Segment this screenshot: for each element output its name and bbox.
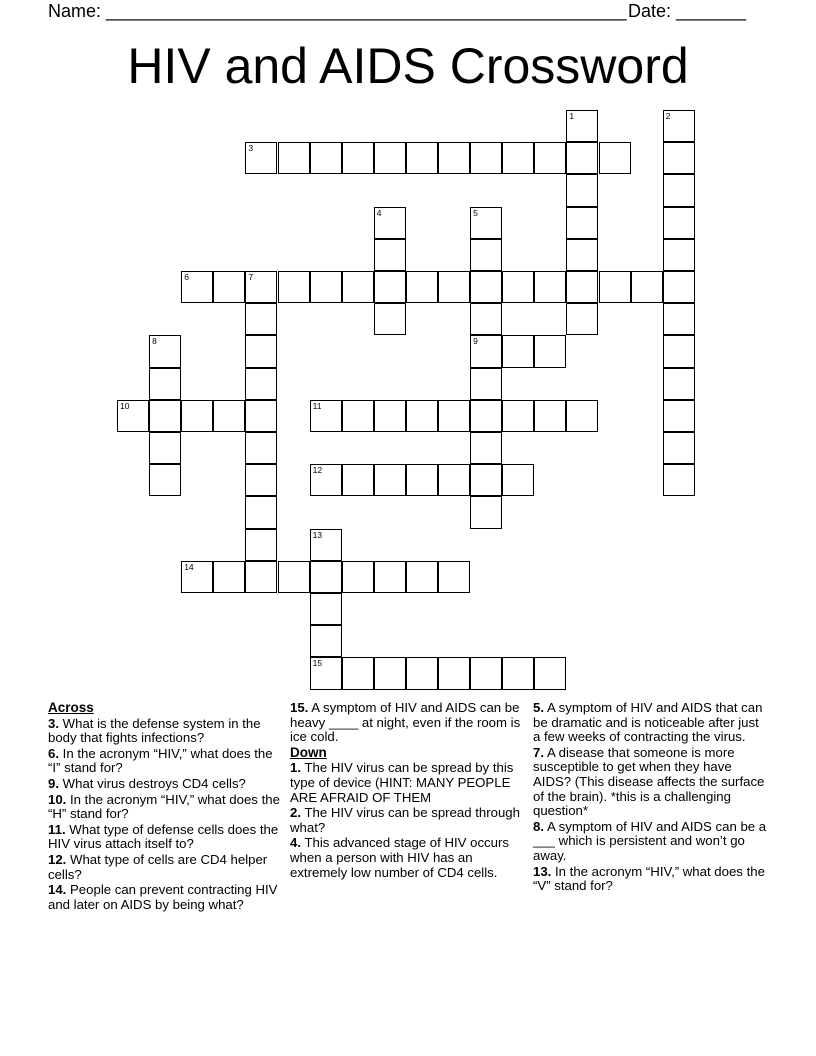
clue xyxy=(533,820,769,864)
grid-cell[interactable] xyxy=(374,207,406,239)
grid-cell[interactable] xyxy=(502,335,534,367)
grid-cell[interactable] xyxy=(470,464,502,496)
cell-number: 14 xyxy=(184,561,194,572)
grid-cell[interactable] xyxy=(663,110,695,142)
clue-text: This advanced stage of HIV occurs when a person with HIV has an extremely low number of CD4 cells. xyxy=(290,835,509,880)
grid-cell[interactable] xyxy=(470,142,502,174)
cell-number: 3 xyxy=(248,143,254,154)
grid-cell[interactable] xyxy=(245,496,277,528)
grid-cell[interactable] xyxy=(599,142,631,174)
grid-cell[interactable] xyxy=(566,271,598,303)
grid-cell[interactable] xyxy=(663,174,695,206)
clue xyxy=(290,761,530,805)
grid-cell[interactable] xyxy=(663,400,695,432)
clue-number: 14. xyxy=(48,882,67,898)
grid-cell[interactable] xyxy=(310,400,342,432)
grid-cell[interactable] xyxy=(245,400,277,432)
grid-cell[interactable] xyxy=(663,464,695,496)
grid-cell[interactable] xyxy=(438,657,470,689)
clue-text: In the acronym “HIV,” what does the “H” stand for? xyxy=(48,791,280,822)
grid-cell[interactable] xyxy=(470,335,502,367)
grid-cell[interactable] xyxy=(663,239,695,271)
clue xyxy=(48,793,284,822)
grid-cell[interactable] xyxy=(406,271,438,303)
across-heading: Across xyxy=(48,700,94,715)
grid-cell[interactable] xyxy=(310,142,342,174)
clue-number: 6. xyxy=(48,745,59,761)
grid-cell[interactable] xyxy=(310,529,342,561)
clue-number: 7. xyxy=(533,744,544,760)
grid-cell[interactable] xyxy=(374,400,406,432)
clues-column-1 xyxy=(48,701,284,913)
cell-number: 4 xyxy=(376,207,382,218)
clue-number: 2. xyxy=(290,805,301,821)
grid-cell[interactable] xyxy=(438,561,470,593)
grid-cell[interactable] xyxy=(502,657,534,689)
grid-cell[interactable] xyxy=(534,657,566,689)
clue-number: 5. xyxy=(533,700,544,715)
grid-cell[interactable] xyxy=(374,142,406,174)
grid-cell[interactable] xyxy=(310,271,342,303)
name-field[interactable]: Name: ____________________________________________________ xyxy=(48,1,627,21)
grid-cell[interactable] xyxy=(245,335,277,367)
grid-cell[interactable] xyxy=(213,400,245,432)
grid-cell[interactable] xyxy=(502,271,534,303)
grid-cell[interactable] xyxy=(149,400,181,432)
clue xyxy=(290,701,530,745)
clue xyxy=(48,883,284,912)
grid-cell[interactable] xyxy=(502,142,534,174)
grid-cell[interactable] xyxy=(663,432,695,464)
grid-cell[interactable] xyxy=(470,207,502,239)
grid-cell[interactable] xyxy=(470,432,502,464)
grid-cell[interactable] xyxy=(502,400,534,432)
clue-text: The HIV virus can be spread through what? xyxy=(290,805,520,835)
grid-cell[interactable] xyxy=(663,271,695,303)
grid-cell[interactable] xyxy=(213,271,245,303)
grid-cell[interactable] xyxy=(502,464,534,496)
clue xyxy=(533,865,769,894)
clue-number: 13. xyxy=(533,863,552,879)
grid-cell[interactable] xyxy=(470,400,502,432)
grid-cell[interactable] xyxy=(663,368,695,400)
clue-text: People can prevent contracting HIV and later on AIDS by being what? xyxy=(48,882,278,912)
grid-cell[interactable] xyxy=(438,464,470,496)
grid-cell[interactable] xyxy=(470,368,502,400)
grid-cell[interactable] xyxy=(374,561,406,593)
grid-cell[interactable] xyxy=(213,561,245,593)
grid-cell[interactable] xyxy=(406,142,438,174)
clue-text: A symptom of HIV and AIDS that can be dramatic and is noticeable after just a few weeks of contracting the virus. xyxy=(533,700,763,745)
clue xyxy=(48,777,284,792)
grid-cell[interactable] xyxy=(310,625,342,657)
grid-cell[interactable] xyxy=(374,464,406,496)
grid-cell[interactable] xyxy=(181,561,213,593)
cell-number: 7 xyxy=(248,272,254,282)
clue xyxy=(290,836,530,880)
clue-number: 3. xyxy=(48,715,59,731)
grid-cell[interactable] xyxy=(342,400,374,432)
clue-text: What type of defense cells does the HIV virus attach itself to? xyxy=(48,821,279,852)
clue-number: 1. xyxy=(290,760,301,776)
grid-cell[interactable] xyxy=(245,303,277,335)
clue-text: What virus destroys CD4 cells? xyxy=(62,775,246,791)
clue xyxy=(48,717,284,746)
grid-cell[interactable] xyxy=(149,464,181,496)
grid-cell[interactable] xyxy=(149,432,181,464)
grid-cell[interactable] xyxy=(149,368,181,400)
grid-cell[interactable] xyxy=(566,239,598,271)
grid-cell[interactable] xyxy=(278,271,310,303)
grid-cell[interactable] xyxy=(663,335,695,367)
clue xyxy=(48,853,284,882)
grid-cell[interactable] xyxy=(534,335,566,367)
grid-cell[interactable] xyxy=(534,142,566,174)
clue-number: 10. xyxy=(48,791,67,807)
clue-number: 12. xyxy=(48,851,67,867)
grid-cell[interactable] xyxy=(566,400,598,432)
grid-cell[interactable] xyxy=(342,142,374,174)
grid-cell[interactable] xyxy=(534,400,566,432)
grid-cell[interactable] xyxy=(438,271,470,303)
clue-text: The HIV virus can be spread by this type of device (HINT: MANY PEOPLE ARE AFRAID OF THEM xyxy=(290,760,514,805)
cell-number: 15 xyxy=(312,658,323,669)
grid-cell[interactable] xyxy=(374,239,406,271)
grid-cell[interactable] xyxy=(310,464,342,496)
grid-cell[interactable] xyxy=(374,303,406,335)
grid-cell[interactable] xyxy=(566,174,598,206)
cell-number: 12 xyxy=(312,465,323,476)
grid-cell[interactable] xyxy=(310,561,342,593)
grid-cell[interactable] xyxy=(117,400,149,432)
grid-cell[interactable] xyxy=(631,271,663,303)
grid-cell[interactable] xyxy=(181,400,213,432)
cell-number: 8 xyxy=(152,336,157,347)
clue-text: A symptom of HIV and AIDS can be heavy ____ at night, even if the room is ice cold. xyxy=(290,700,521,745)
grid-cell[interactable] xyxy=(534,271,566,303)
cell-number: 10 xyxy=(120,400,130,411)
grid-cell[interactable] xyxy=(245,142,277,174)
grid-cell[interactable] xyxy=(245,464,277,496)
clue-text: What type of cells are CD4 helper cells? xyxy=(48,851,268,882)
clue xyxy=(290,806,530,835)
grid-cell[interactable] xyxy=(342,561,374,593)
grid-cell[interactable] xyxy=(663,142,695,174)
cell-number: 11 xyxy=(312,400,322,411)
grid-cell[interactable] xyxy=(663,303,695,335)
clue xyxy=(48,823,284,852)
grid-cell[interactable] xyxy=(374,657,406,689)
grid-cell[interactable] xyxy=(470,303,502,335)
clue-text: In the acronym “HIV,” what does the “I” stand for? xyxy=(48,745,273,776)
grid-cell[interactable] xyxy=(278,561,310,593)
cell-number: 1 xyxy=(569,111,575,121)
cell-number: 2 xyxy=(665,111,671,121)
grid-cell[interactable] xyxy=(566,207,598,239)
grid-cell[interactable] xyxy=(406,561,438,593)
grid-cell[interactable] xyxy=(245,561,277,593)
grid-cell[interactable] xyxy=(342,657,374,689)
clue xyxy=(533,701,769,745)
clue-number: 9. xyxy=(48,775,59,791)
clues-column-3 xyxy=(533,701,769,895)
grid-cell[interactable] xyxy=(599,271,631,303)
grid-cell[interactable] xyxy=(342,464,374,496)
grid-cell[interactable] xyxy=(438,400,470,432)
down-heading: Down xyxy=(290,744,327,760)
grid-cell[interactable] xyxy=(406,400,438,432)
grid-cell[interactable] xyxy=(310,657,342,689)
grid-cell[interactable] xyxy=(310,593,342,625)
date-field[interactable]: Date: _______ xyxy=(628,1,747,21)
grid-cell[interactable] xyxy=(245,271,277,303)
grid-cell[interactable] xyxy=(406,657,438,689)
grid-cell[interactable] xyxy=(663,207,695,239)
clue-text: What is the defense system in the body that fights infections? xyxy=(48,715,261,746)
cell-number: 13 xyxy=(312,529,323,540)
grid-cell[interactable] xyxy=(181,271,213,303)
clue-text: A disease that someone is more susceptible to get when they have AIDS? (This disease affects the surface of the brain). *this is a challenging question* xyxy=(533,744,765,819)
grid-cell[interactable] xyxy=(566,110,598,142)
cell-number: 9 xyxy=(473,336,478,347)
grid-cell[interactable] xyxy=(470,657,502,689)
grid-cell[interactable] xyxy=(374,271,406,303)
grid-cell[interactable] xyxy=(566,142,598,174)
cell-number: 5 xyxy=(473,207,478,218)
grid-cell[interactable] xyxy=(470,271,502,303)
grid-cell[interactable] xyxy=(245,529,277,561)
clue-text: A symptom of HIV and AIDS can be a ___ which is persistent and won’t go away. xyxy=(533,818,767,863)
clue-number: 11. xyxy=(48,821,66,837)
grid-cell[interactable] xyxy=(149,335,181,367)
cell-number: 6 xyxy=(184,272,189,282)
clue xyxy=(533,746,769,819)
grid-cell[interactable] xyxy=(406,464,438,496)
grid-cell[interactable] xyxy=(566,303,598,335)
page-title: HIV and AIDS Crossword xyxy=(127,38,689,94)
clue-number: 15. xyxy=(290,700,309,715)
clues-column-2 xyxy=(290,701,530,881)
grid-cell[interactable] xyxy=(470,239,502,271)
clue-number: 8. xyxy=(533,818,544,834)
clue-number: 4. xyxy=(290,835,301,851)
grid-cell[interactable] xyxy=(245,432,277,464)
clue xyxy=(48,747,284,776)
clue-text: In the acronym “HIV,” what does the “V” stand for? xyxy=(533,863,765,894)
grid-cell[interactable] xyxy=(245,368,277,400)
grid-cell[interactable] xyxy=(278,142,310,174)
grid-cell[interactable] xyxy=(438,142,470,174)
grid-cell[interactable] xyxy=(470,496,502,528)
grid-cell[interactable] xyxy=(342,271,374,303)
